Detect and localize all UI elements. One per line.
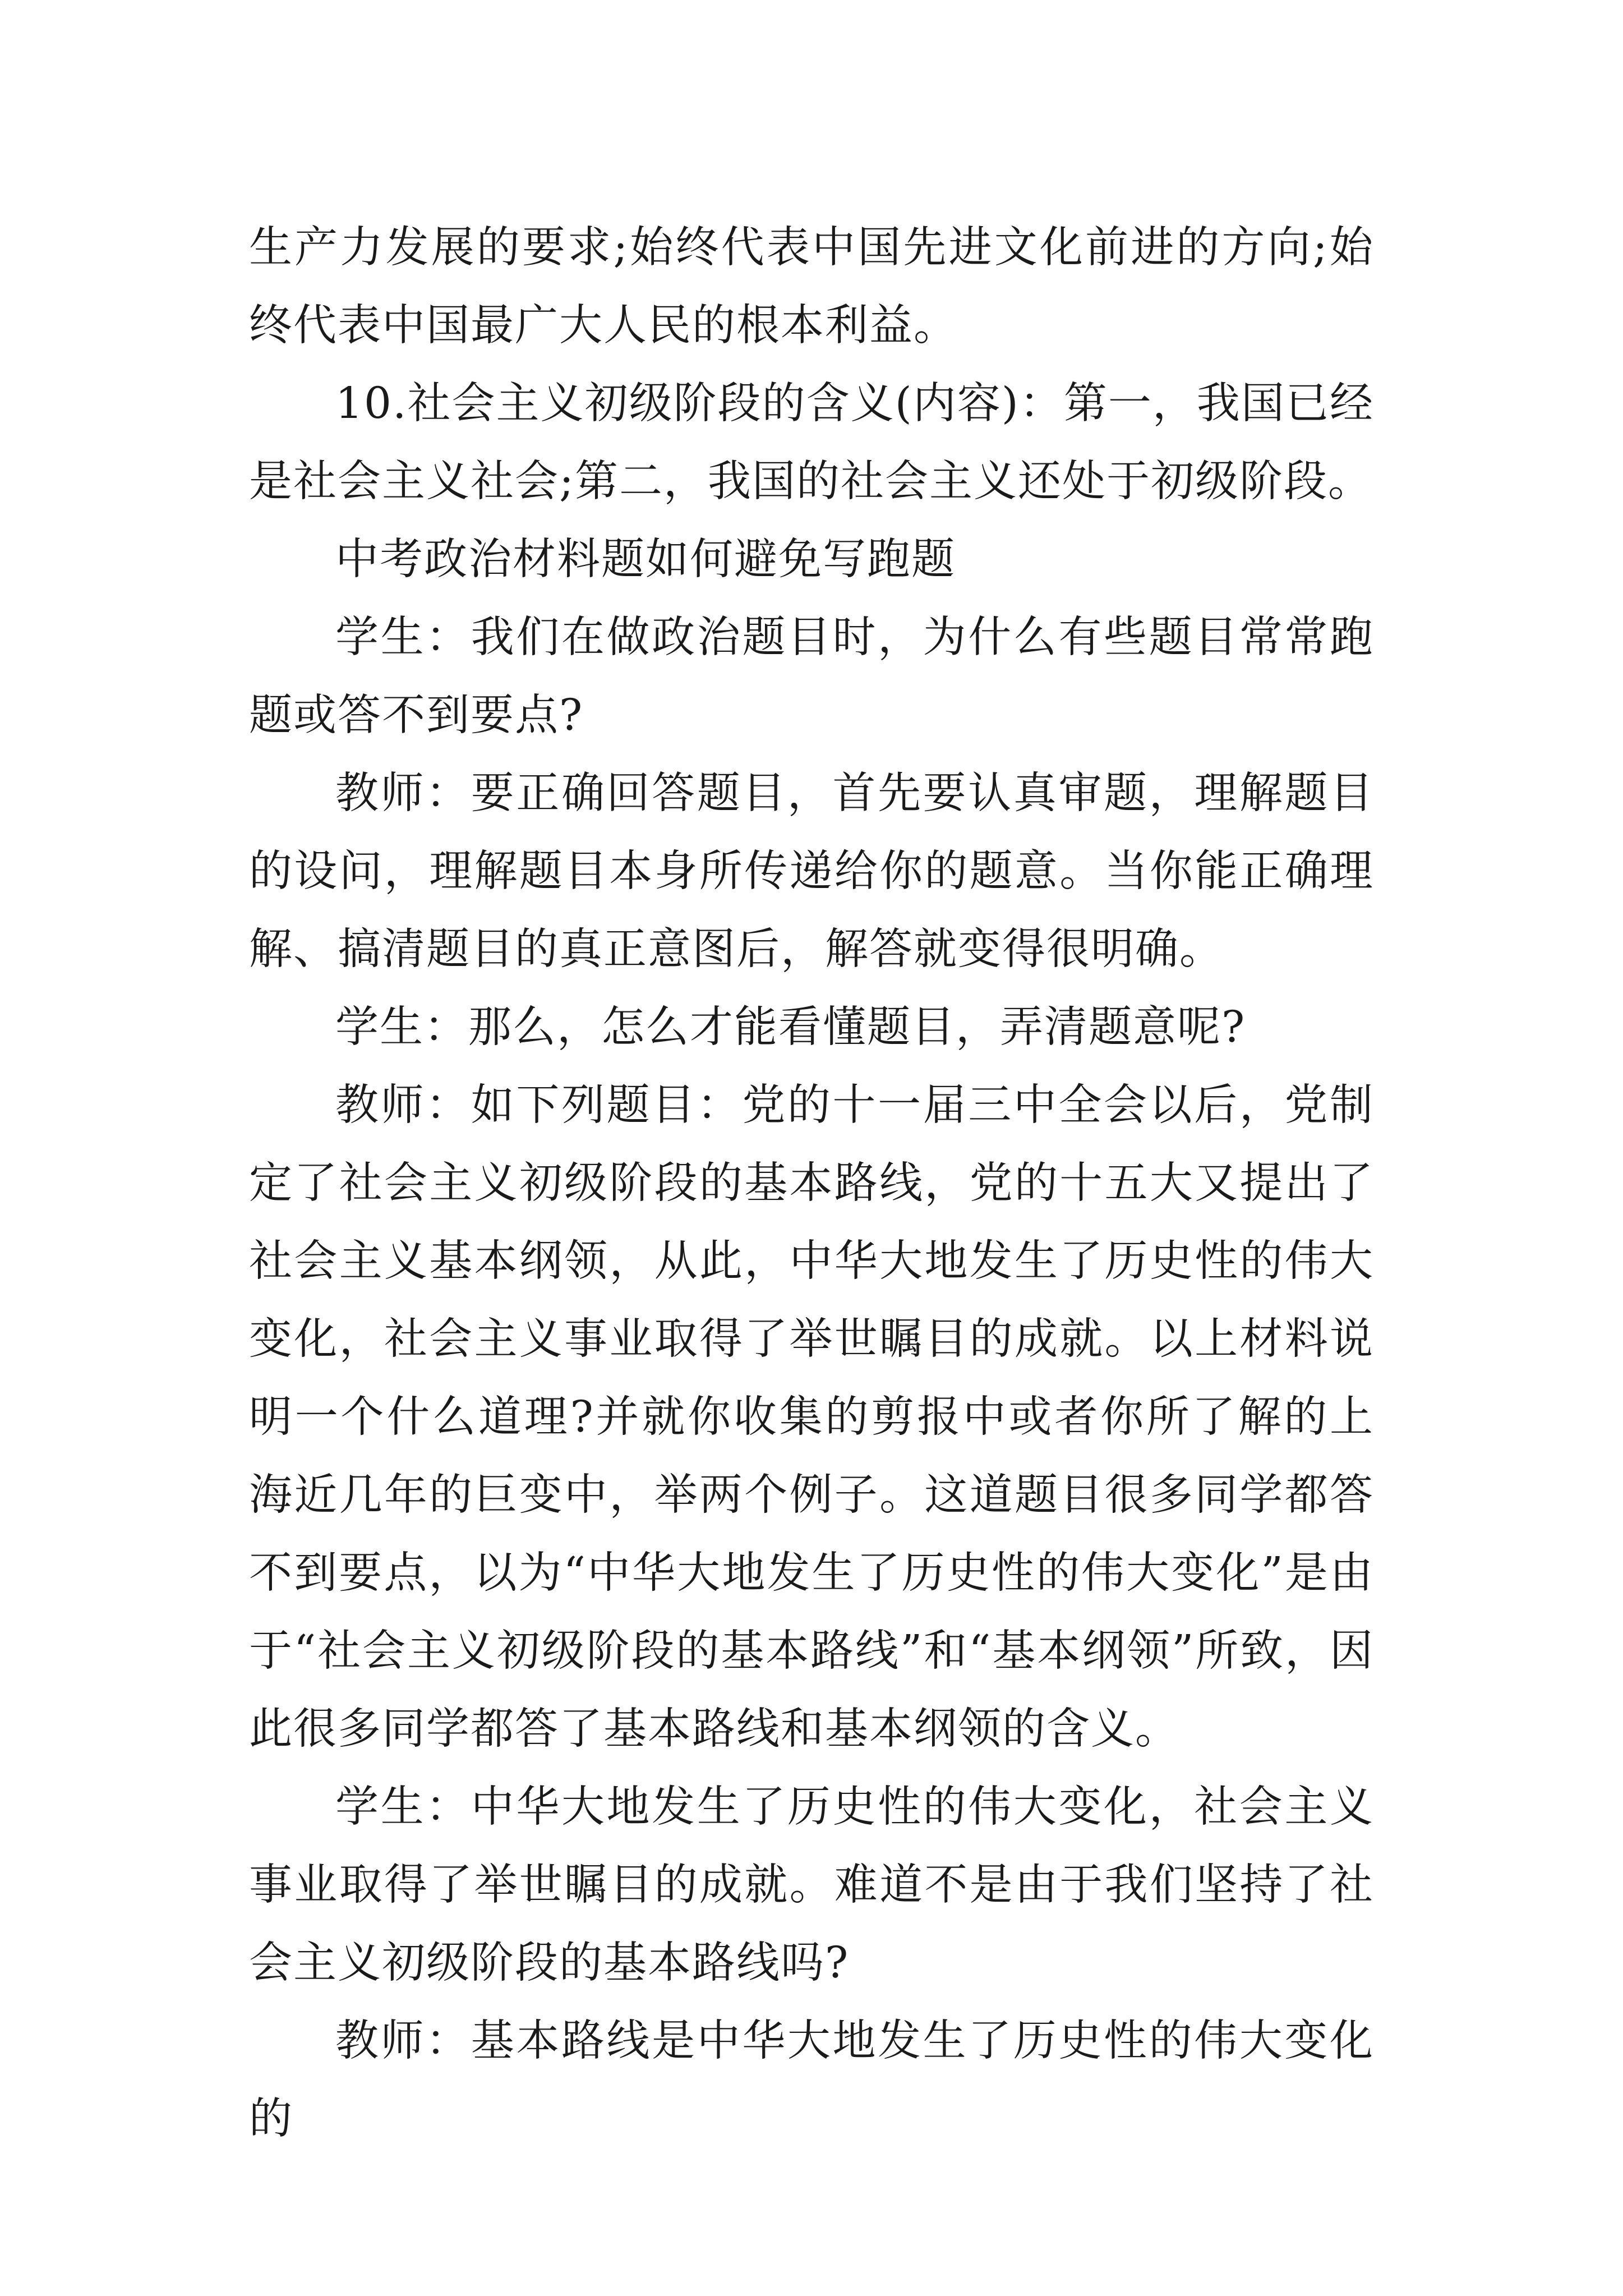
document-body (249, 209, 1374, 2158)
dialogue-student-2: 学生：那么，怎么才能看懂题目，弄清题意呢? (335, 1002, 1246, 1052)
dialogue-teacher-3: 教师：基本路线是中华大地发生了历史性的伟大变化的 (249, 2016, 1374, 2144)
dialogue-teacher-2: 教师：如下列题目：党的十一届三中全会以后，党制定了社会主义初级阶段的基本路线，党的十五大又提出了社会主义基本纲领，从此，中华大地发生了历史性的伟大变化，社会主义事业取得了举世瞩目的成就。以上材料说明一个什么道理?并就你收集的剪报中或者你所了解的上海近几年的巨变中，举两个例子。这道题目很多同学都答不到要点，以为“中华大地发生了历史性的伟大变化”是由于“社会主义初级阶段的基本路线”和“基本纲领”所致，因此很多同学都答了基本路线和基本纲领的含义。 (249, 1080, 1374, 1754)
section-heading: 中考政治材料题如何避免写跑题 (335, 535, 956, 585)
paragraph-item-10: 10.社会主义初级阶段的含义(内容)：第一，我国已经是社会主义社会;第二，我国的社会主义还处于初级阶段。 (249, 379, 1374, 507)
paragraph-continuation: 生产力发展的要求;始终代表中国先进文化前进的方向;始终代表中国最广大人民的根本利益。 (249, 223, 1374, 351)
dialogue-student-1: 学生：我们在做政治题目时，为什么有些题目常常跑题或答不到要点? (249, 613, 1374, 740)
dialogue-student-3: 学生：中华大地发生了历史性的伟大变化，社会主义事业取得了举世瞩目的成就。难道不是由于我们坚持了社会主义初级阶段的基本路线吗? (249, 1782, 1374, 1988)
dialogue-teacher-1: 教师：要正确回答题目，首先要认真审题，理解题目的设问，理解题目本身所传递给你的题意。当你能正确理解、搞清题目的真正意图后，解答就变得很明确。 (249, 769, 1374, 974)
